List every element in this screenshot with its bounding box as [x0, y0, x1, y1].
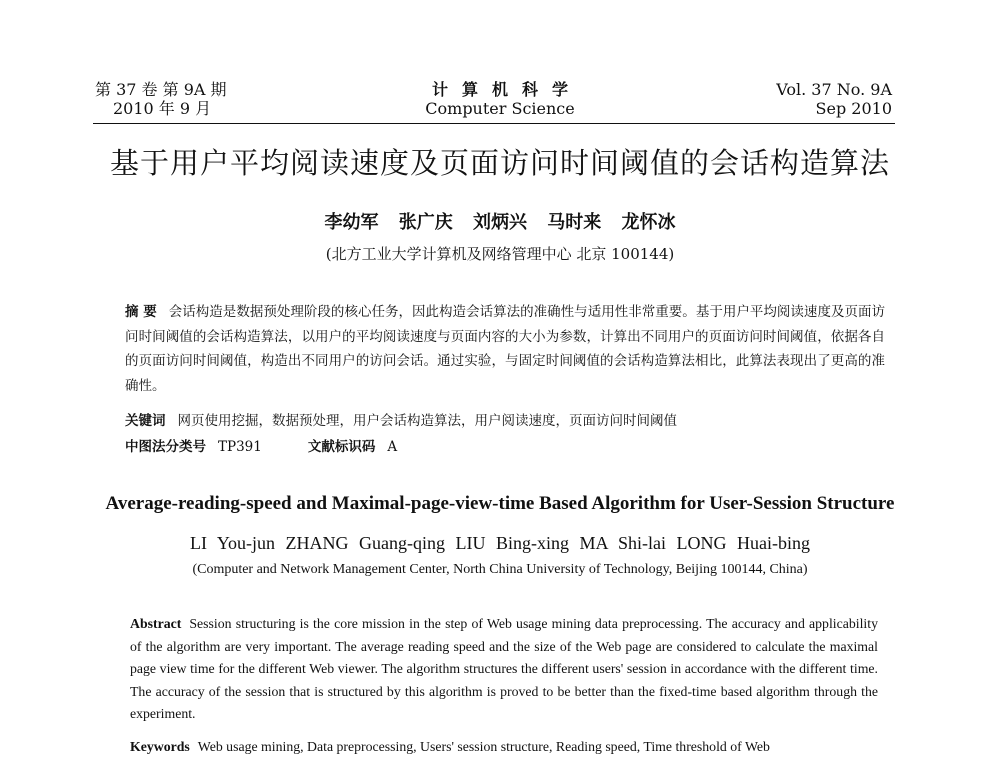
- header-rule: [93, 123, 895, 124]
- doc-code-label: 文献标识码: [307, 439, 376, 455]
- paper-title-cn: 基于用户平均阅读速度及页面访问时间阈值的会话构造算法: [109, 146, 890, 180]
- authors-en: LI You-jun ZHANG Guang-qing LIU Bing-xing MA Shi-lai LONG Huai-bing: [190, 533, 810, 553]
- class-label: 中图法分类号: [125, 439, 206, 455]
- abstract-text-en: Session structuring is the core mission in the step of Web usage mining data preprocessing. The accuracy and applicability of the algorithm are very important. The average reading speed and the size of the Web page are considered to calculate the maximal page view time for the different Web viewer. The algorithm structures the different users' session in accordance with the different time. The accuracy of the session that is structured by this algorithm is proved to be better than the fixed-time based algorithm through the experiment.: [130, 616, 878, 721]
- keywords-label-en: Keywords: [130, 739, 190, 754]
- volume-issue: 第 37 卷 第 9A 期: [95, 80, 227, 99]
- abstract-text-cn: 会话构造是数据预处理阶段的核心任务，因此构造会话算法的准确性与适用性非常重要。基于用户平均阅读速度及页面访问时间阈值的会话构造算法，以用户的平均阅读速度与页面内容的大小为参数，计算出不同用户的页面访问时间阈值，依据各自的页面访问时间阈值，构造出不同用户的访问会话。通过实验，与固定时间阈值的会话构造算法相比，此算法表现出了更高的准确性。: [125, 304, 886, 394]
- paper-title-en: Average-reading-speed and Maximal-page-view-time Based Algorithm for User-Session Structure: [105, 493, 895, 514]
- date-en: Sep 2010: [815, 99, 892, 118]
- class-value: TP391: [218, 439, 262, 455]
- authors-cn: 李幼军 张广庆 刘炳兴 马时来 龙怀冰: [324, 212, 676, 233]
- classification-cn: [125, 436, 397, 458]
- keywords-cn: [125, 410, 677, 432]
- affiliation-en: (Computer and Network Management Center, North China University of Technology, Beijing 100144, China): [192, 562, 808, 577]
- journal-volume-en: [776, 80, 892, 118]
- abstract-cn: [125, 300, 885, 398]
- issue-date: 2010 年 9 月: [113, 99, 212, 118]
- volume-number-en: Vol. 37 No. 9A: [776, 80, 892, 99]
- affiliation-cn: (北方工业大学计算机及网络管理中心 北京 100144): [325, 245, 675, 263]
- keywords-text-en: Web usage mining, Data preprocessing, Users' session structure, Reading speed, Time threshold of Web: [197, 739, 770, 754]
- journal-name-en: Computer Science: [425, 99, 575, 118]
- abstract-en: [130, 613, 878, 726]
- doc-code-value: A: [387, 439, 398, 455]
- abstract-label-en: Abstract: [130, 616, 182, 631]
- journal-name-cn: 计算机科学: [431, 80, 582, 99]
- abstract-label-cn: 摘 要: [125, 304, 157, 320]
- keywords-label-cn: 关键词: [125, 413, 166, 429]
- keywords-text-cn: 网页使用挖掘，数据预处理，用户会话构造算法，用户阅读速度，页面访问时间阈值: [177, 413, 677, 429]
- keywords-en: [130, 738, 770, 756]
